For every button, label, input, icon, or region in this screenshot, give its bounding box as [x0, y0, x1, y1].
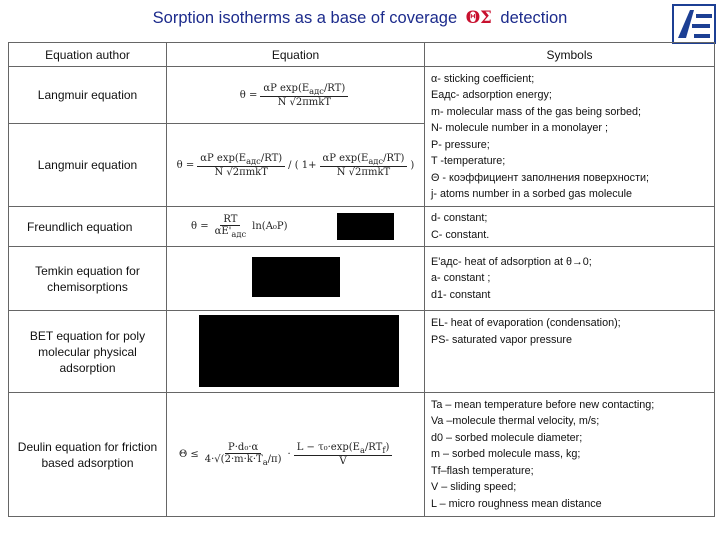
symbol-line: P- pressure; [431, 138, 490, 151]
header-equation: Equation [167, 43, 425, 67]
equation-cell [167, 67, 425, 124]
symbol-line: Tf–flash temperature; [431, 464, 534, 477]
symbols-cell [425, 393, 715, 517]
table-row [9, 247, 715, 311]
symbol-line: m – sorbed molecule mass, kg; [431, 448, 581, 461]
redacted-block [337, 213, 394, 240]
redacted-block [199, 315, 399, 387]
symbol-line: PS- saturated vapor pressure [431, 333, 573, 346]
author-cell: Temkin equation for chemisorptions [9, 247, 167, 311]
header-symbols: Symbols [425, 43, 715, 67]
symbol-line: d- constant; [431, 212, 488, 224]
langmuir-formula-1: θ = $\frac{\alpha P \exp(E_{адс}/RT)}{\text{N √2πmkT}}$ [167, 83, 424, 108]
symbols-cell [425, 67, 715, 207]
table-row [9, 393, 715, 517]
symbol-line: T -temperature; [431, 155, 506, 167]
symbols-cell [425, 311, 715, 393]
symbol-line: L – micro roughness mean distance [431, 497, 602, 510]
symbol-line: j- atoms number in a sorbed gas molecule [431, 188, 633, 200]
symbol-line: α- sticking coefficient; [431, 72, 535, 85]
symbol-line: C- constant. [431, 228, 490, 241]
symbol-line: N- molecule number in a monolayer ; [431, 122, 609, 134]
table-header-row [9, 43, 715, 67]
equation-cell [167, 311, 425, 393]
equation-cell [167, 124, 425, 207]
symbol-line: a- constant ; [431, 272, 491, 285]
symbol-line: Ta – mean temperature before new contacting; [431, 398, 655, 411]
table-row [9, 207, 715, 247]
author-cell: Freundlich equation [9, 207, 167, 247]
table-row [9, 67, 715, 124]
page-title: Sorption isotherms as a base of coverage ΘΣ detection [152, 8, 568, 27]
author-cell: Langmuir equation [9, 124, 167, 207]
symbol-line: E'адс- heat of adsorption at θ→0; [431, 255, 592, 268]
symbols-cell [425, 247, 715, 311]
langmuir-formula-2: θ = $\frac{\alpha P \exp(E_{адс}/RT)}{\text{N √2πmkT}}$ / ( 1+ $\frac{\alpha P \exp(E_{адс}/RT)}{\text{N √2πmkT}}$ ) [176, 152, 415, 178]
symbol-line: Eадс- adsorption energy; [431, 89, 552, 101]
symbol-line: Θ - коэффициент заполнения поверхности; [431, 171, 650, 184]
sorption-table [8, 42, 715, 517]
symbols-cell [425, 207, 715, 247]
symbol-line: EL- heat of evaporation (condensation); [431, 317, 621, 329]
theta-sigma-symbol: ΘΣ [465, 8, 492, 27]
equation-cell [167, 393, 425, 517]
company-logo [672, 4, 716, 44]
equation-cell [167, 247, 425, 311]
author-cell: Deulin equation for friction based adsorption [9, 393, 167, 517]
symbol-line: d0 – sorbed molecule diameter; [431, 431, 583, 444]
header-author: Equation author [9, 43, 167, 67]
symbol-line: d1- constant [431, 288, 491, 301]
symbol-line: V – sliding speed; [431, 481, 517, 494]
freundlich-formula: θ = $\frac{RT}{\alpha E'_{адс}}$ ln(A₀P) [191, 214, 288, 239]
equation-cell [167, 207, 425, 247]
symbol-line: m- molecular mass of the gas being sorbed; [431, 105, 642, 118]
deulin-formula: Θ ≤ $\frac{\text{P·d₀·α}}{4\cdot√(2\cdot m\cdot k\cdot T_a/\pi)}$ · $\frac{L - \tau_0\cdot\exp(E_a/RT_f)}{V}$ [167, 442, 424, 467]
redacted-block [252, 257, 340, 297]
author-cell: Langmuir equation [9, 67, 167, 124]
symbol-line: Va –molecule thermal velocity, m/s; [431, 415, 600, 428]
author-cell: BET equation for poly molecular physical adsorption [9, 311, 167, 393]
table-row [9, 311, 715, 393]
